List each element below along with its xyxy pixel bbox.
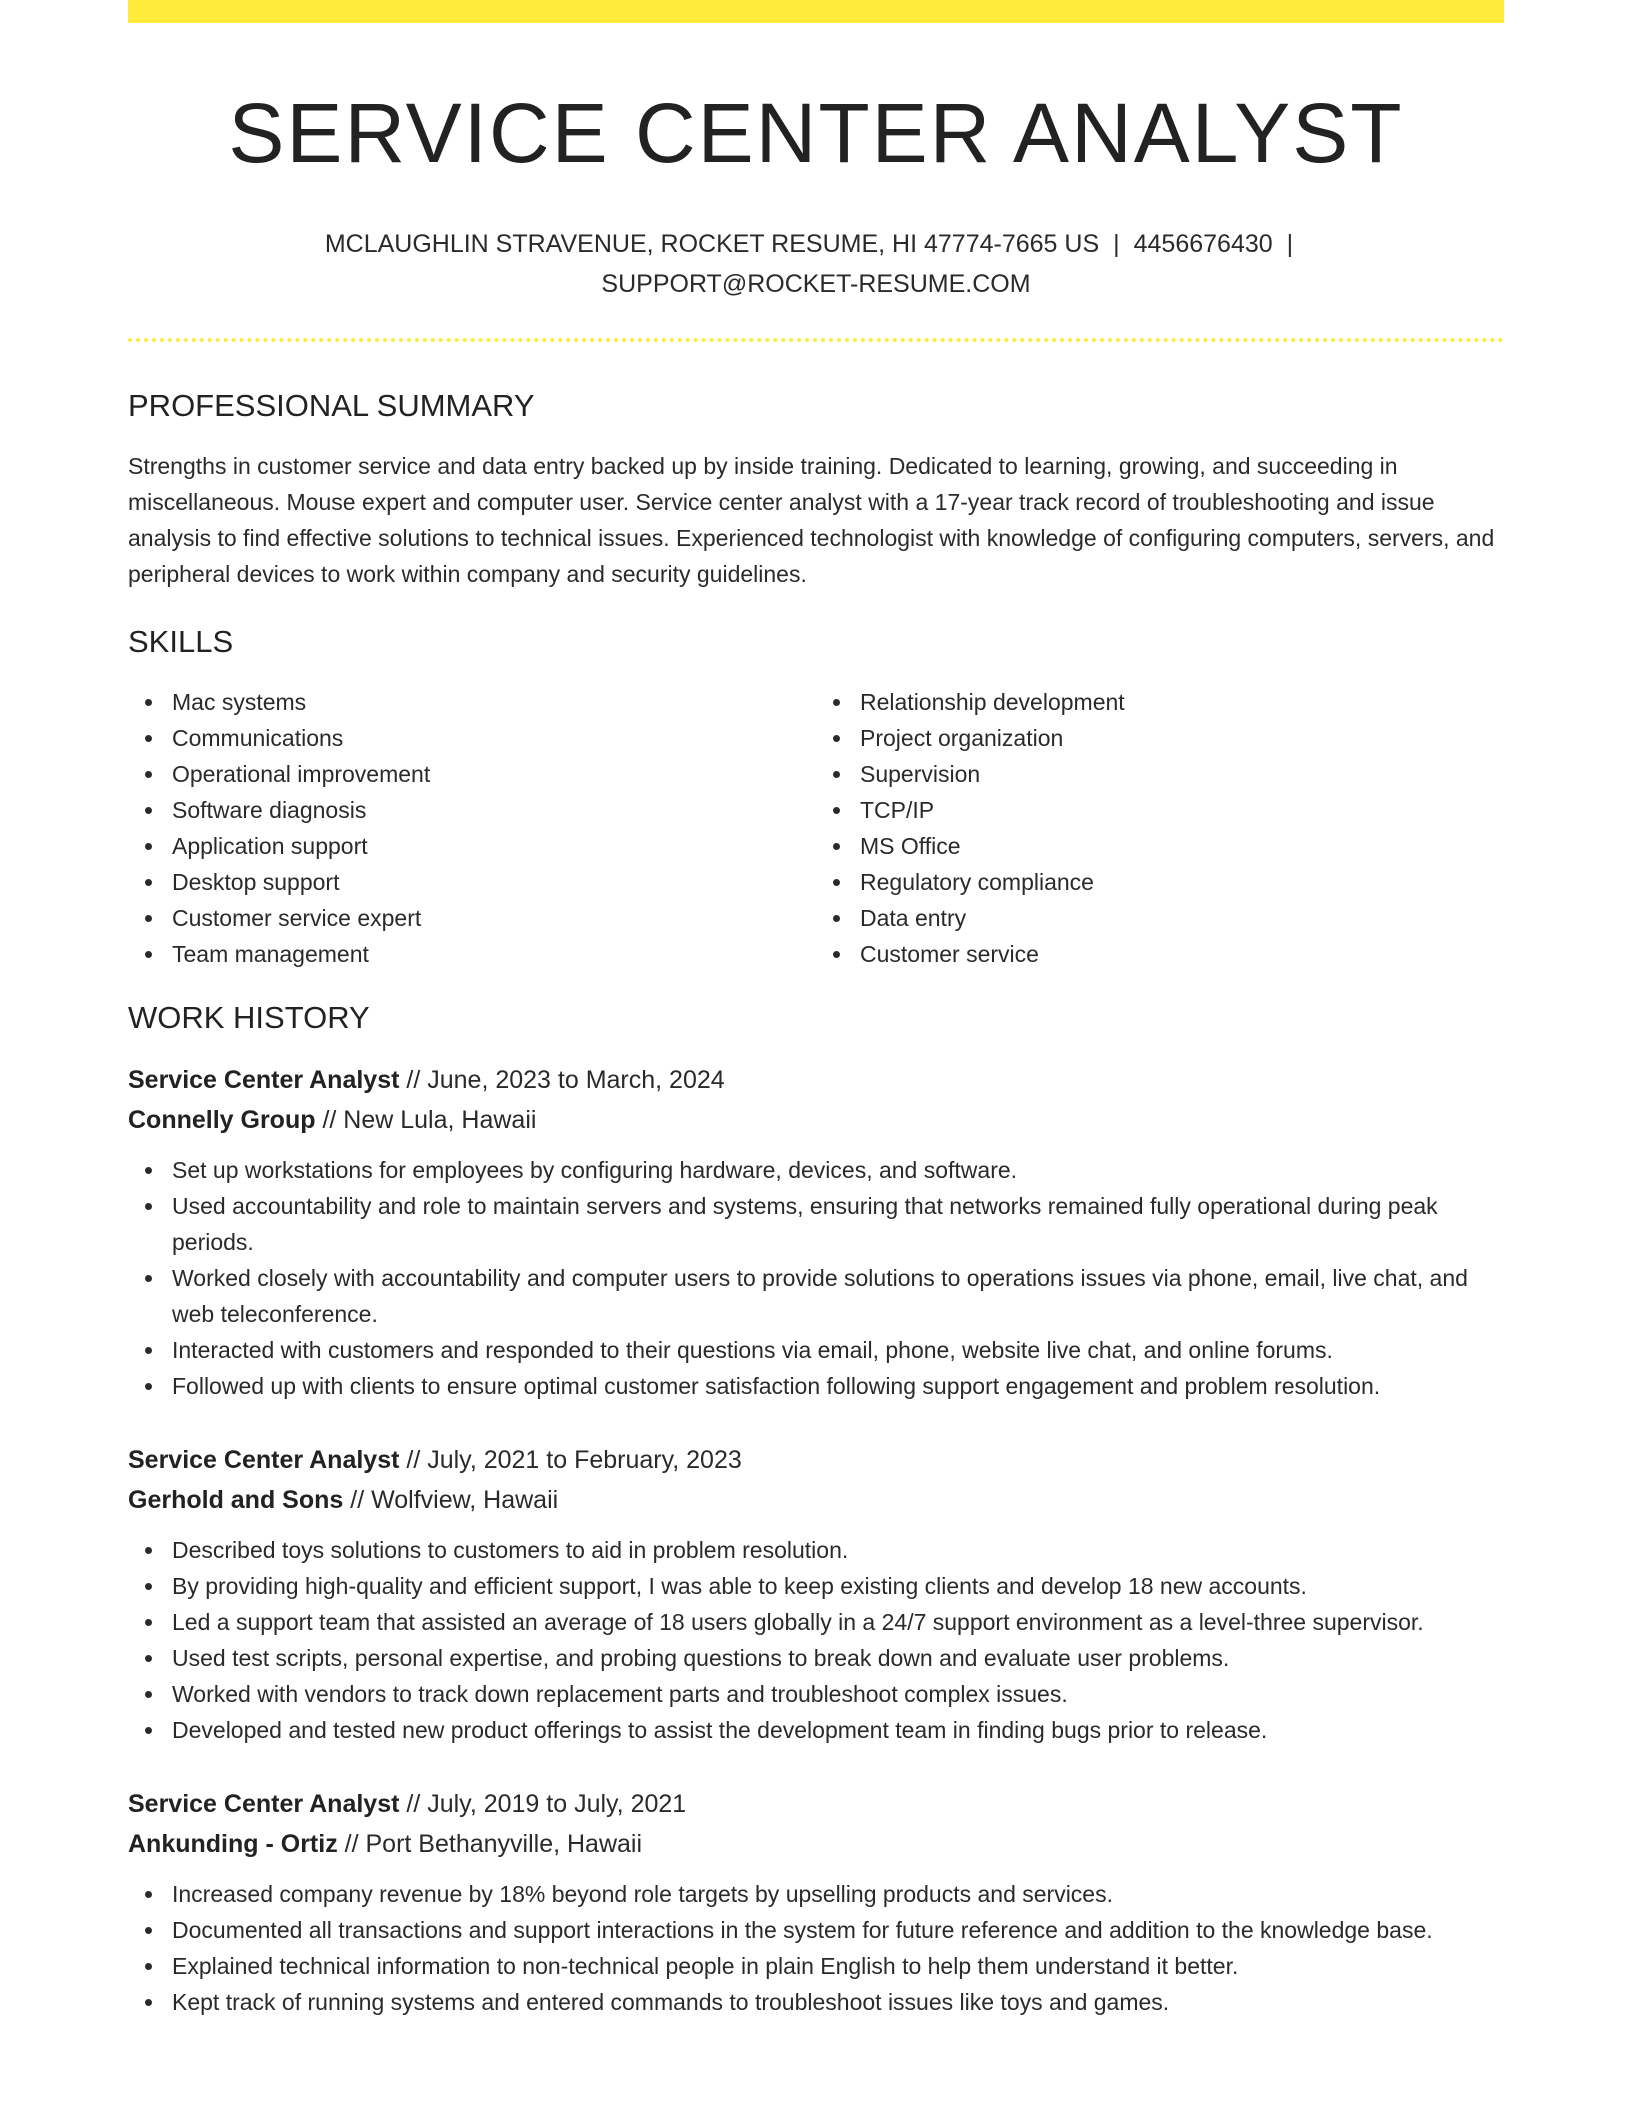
accent-top-bar <box>128 0 1504 23</box>
skill-item: Customer service <box>860 936 1504 972</box>
skills-heading: SKILLS <box>128 623 234 659</box>
skill-item: Project organization <box>860 720 1504 756</box>
job-bullet: Led a support team that assisted an average of 18 users globally in a 24/7 support environment as a level-three supervisor. <box>172 1604 1504 1640</box>
contact-separator: | <box>1286 229 1294 258</box>
job-title-line <box>128 1060 1504 1100</box>
job-bullet: Developed and tested new product offerings to assist the development team in finding bugs prior to release. <box>172 1712 1504 1748</box>
job-bullet: By providing high-quality and efficient support, I was able to keep existing clients and develop 18 new accounts. <box>172 1568 1504 1604</box>
job-dates: // July, 2019 to July, 2021 <box>406 1789 687 1818</box>
job-title-line <box>128 1440 1504 1480</box>
skill-item: Operational improvement <box>172 756 816 792</box>
contact-address: MCLAUGHLIN STRAVENUE, ROCKET RESUME, HI 47774-7665 US <box>324 229 1100 258</box>
job-bullet: Used test scripts, personal expertise, and probing questions to break down and evaluate user problems. <box>172 1640 1504 1676</box>
resume-title: SERVICE CENTER ANALYST <box>228 86 1404 180</box>
job-entry <box>128 1784 1504 2020</box>
contact-separator: | <box>1113 229 1120 258</box>
job-company-line <box>128 1824 1504 1864</box>
job-bullet: Followed up with clients to ensure optimal customer satisfaction following support engagement and problem resolution. <box>172 1368 1504 1404</box>
job-title: Service Center Analyst <box>128 1789 400 1818</box>
job-bullet: Set up workstations for employees by configuring hardware, devices, and software. <box>172 1152 1504 1188</box>
job-company: Ankunding - Ortiz <box>128 1829 338 1858</box>
skills-grid <box>128 684 1504 972</box>
job-bullet: Increased company revenue by 18% beyond role targets by upselling products and services. <box>172 1876 1504 1912</box>
job-entry <box>128 1060 1504 1404</box>
job-company-line <box>128 1100 1504 1140</box>
skill-item: Communications <box>172 720 816 756</box>
job-location: // Wolfview, Hawaii <box>350 1485 559 1514</box>
job-company-line <box>128 1480 1504 1520</box>
skills-column-right <box>816 684 1504 972</box>
job-bullets <box>128 1152 1504 1404</box>
job-bullet: Documented all transactions and support interactions in the system for future reference and addition to the knowledge base. <box>172 1912 1504 1948</box>
contact-email[interactable]: SUPPORT@ROCKET-RESUME.COM <box>601 269 1031 298</box>
skill-item: Customer service expert <box>172 900 816 936</box>
skill-item: Software diagnosis <box>172 792 816 828</box>
contact-phone: 4456676430 <box>1133 229 1273 258</box>
job-title-line <box>128 1784 1504 1824</box>
job-bullets <box>128 1532 1504 1748</box>
job-title: Service Center Analyst <box>128 1445 400 1474</box>
work-history-heading: WORK HISTORY <box>128 999 370 1035</box>
job-entry <box>128 1440 1504 1748</box>
summary-heading: PROFESSIONAL SUMMARY <box>128 387 535 423</box>
skill-item: Mac systems <box>172 684 816 720</box>
job-bullet: Explained technical information to non-technical people in plain English to help them understand it better. <box>172 1948 1504 1984</box>
summary-text: Strengths in customer service and data entry backed up by inside training. Dedicated to learning, growing, and succeeding in miscellaneous. Mouse expert and computer user. Service center analyst with a 17-year track record of troubleshooting and issue analysis to find effective solutions to technical issues. Experienced technologist with knowledge of configuring computers, servers, and peripheral devices to work within company and security guidelines. <box>128 452 1495 587</box>
skill-item: MS Office <box>860 828 1504 864</box>
job-company: Connelly Group <box>128 1105 316 1134</box>
skill-item: Desktop support <box>172 864 816 900</box>
skill-item: Supervision <box>860 756 1504 792</box>
job-dates: // June, 2023 to March, 2024 <box>406 1065 725 1094</box>
job-dates: // July, 2021 to February, 2023 <box>406 1445 742 1474</box>
job-bullet: Worked with vendors to track down replacement parts and troubleshoot complex issues. <box>172 1676 1504 1712</box>
job-bullet: Described toys solutions to customers to aid in problem resolution. <box>172 1532 1504 1568</box>
job-title: Service Center Analyst <box>128 1065 400 1094</box>
skill-item: TCP/IP <box>860 792 1504 828</box>
skill-item: Application support <box>172 828 816 864</box>
job-location: // Port Bethanyville, Hawaii <box>344 1829 643 1858</box>
skill-item: Data entry <box>860 900 1504 936</box>
resume-page <box>128 0 1504 2020</box>
job-bullet: Interacted with customers and responded to their questions via email, phone, website live chat, and online forums. <box>172 1332 1504 1368</box>
skill-item: Relationship development <box>860 684 1504 720</box>
contact-info <box>266 224 1366 304</box>
skill-item: Regulatory compliance <box>860 864 1504 900</box>
skill-item: Team management <box>172 936 816 972</box>
dotted-divider <box>128 338 1504 342</box>
job-bullet: Worked closely with accountability and computer users to provide solutions to operations issues via phone, email, live chat, and web teleconference. <box>172 1260 1504 1332</box>
job-company: Gerhold and Sons <box>128 1485 344 1514</box>
job-bullets <box>128 1876 1504 2020</box>
job-location: // New Lula, Hawaii <box>322 1105 537 1134</box>
skills-column-left <box>128 684 816 972</box>
job-bullet: Kept track of running systems and entered commands to troubleshoot issues like toys and games. <box>172 1984 1504 2020</box>
job-bullet: Used accountability and role to maintain servers and systems, ensuring that networks remained fully operational during peak periods. <box>172 1188 1504 1260</box>
